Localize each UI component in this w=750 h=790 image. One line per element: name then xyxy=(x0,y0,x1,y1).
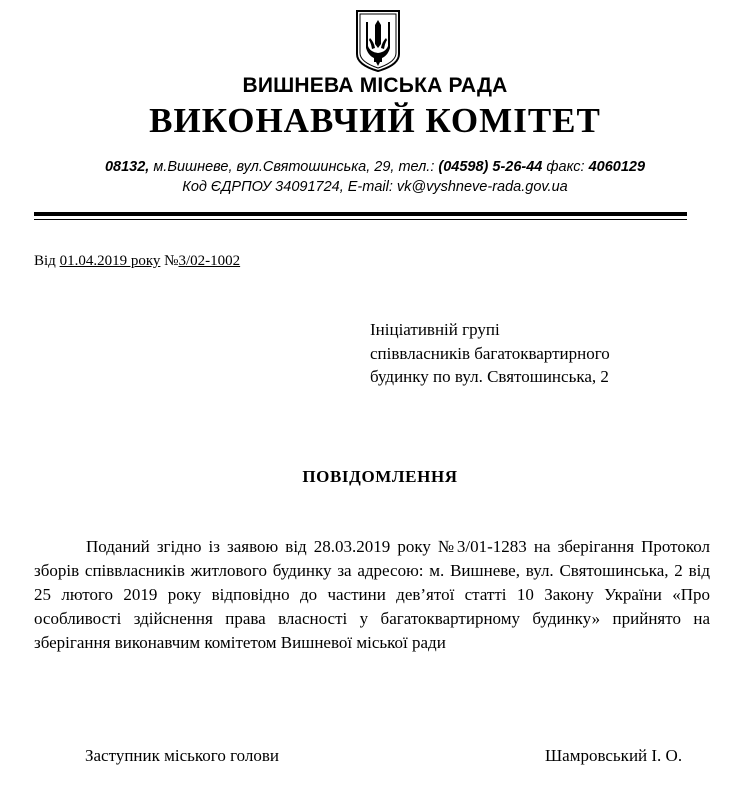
header-divider-thin xyxy=(34,219,687,220)
committee-name: ВИКОНАВЧИЙ КОМІТЕТ xyxy=(149,101,601,140)
from-label: Від xyxy=(34,253,60,269)
recipient-line: Ініціативній групі xyxy=(370,320,500,339)
postcode: 08132, xyxy=(104,159,150,175)
council-name: ВИШНЕВА МІСЬКА РАДА xyxy=(242,74,508,97)
reference-number: 3/02-1002 xyxy=(178,253,241,269)
registry-line: Код ЄДРПОУ 34091724, E-mail: vk@vyshneve-rada.gov.ua xyxy=(182,179,568,195)
signatory-position: Заступник міського голови xyxy=(85,746,280,765)
number-label: № xyxy=(160,253,179,269)
address-text: м.Вишневе, вул.Святошинська, 29, тел.: xyxy=(149,159,439,175)
fax: 4060129 xyxy=(588,159,646,175)
phone: (04598) 5-26-44 xyxy=(438,159,543,175)
header-divider-thick xyxy=(34,212,687,216)
outgoing-reference xyxy=(34,253,240,270)
contact-info xyxy=(0,157,750,197)
signatory-name: Шамровський І. О. xyxy=(545,746,683,765)
fax-label: факс: xyxy=(542,159,589,175)
recipient-line: співвласників багатоквартирного xyxy=(370,343,610,363)
recipient-line: будинку по вул. Святошинська, 2 xyxy=(370,367,609,386)
notice-title: ПОВІДОМЛЕННЯ xyxy=(302,467,458,486)
address-line xyxy=(0,157,750,177)
ukraine-trident-icon xyxy=(354,8,402,74)
notice-body: Поданий згідно із заявою від 28.03.2019 року №3/01-1283 на зберігання Протокол зборів співвласників житлового будинку за адресою: м. Вишневе, вул. Святошинська, 2 від 25 лютого 2019 року відповідно до частини дев’ятої статті 10 Закону України «Про особливості здійснення права власності у багатоквартирному будинку» прийнято на зберігання виконавчим комітетом Вишневої міської ради xyxy=(34,537,710,652)
recipient-block xyxy=(370,318,610,389)
reference-date: 01.04.2019 року xyxy=(59,253,161,269)
